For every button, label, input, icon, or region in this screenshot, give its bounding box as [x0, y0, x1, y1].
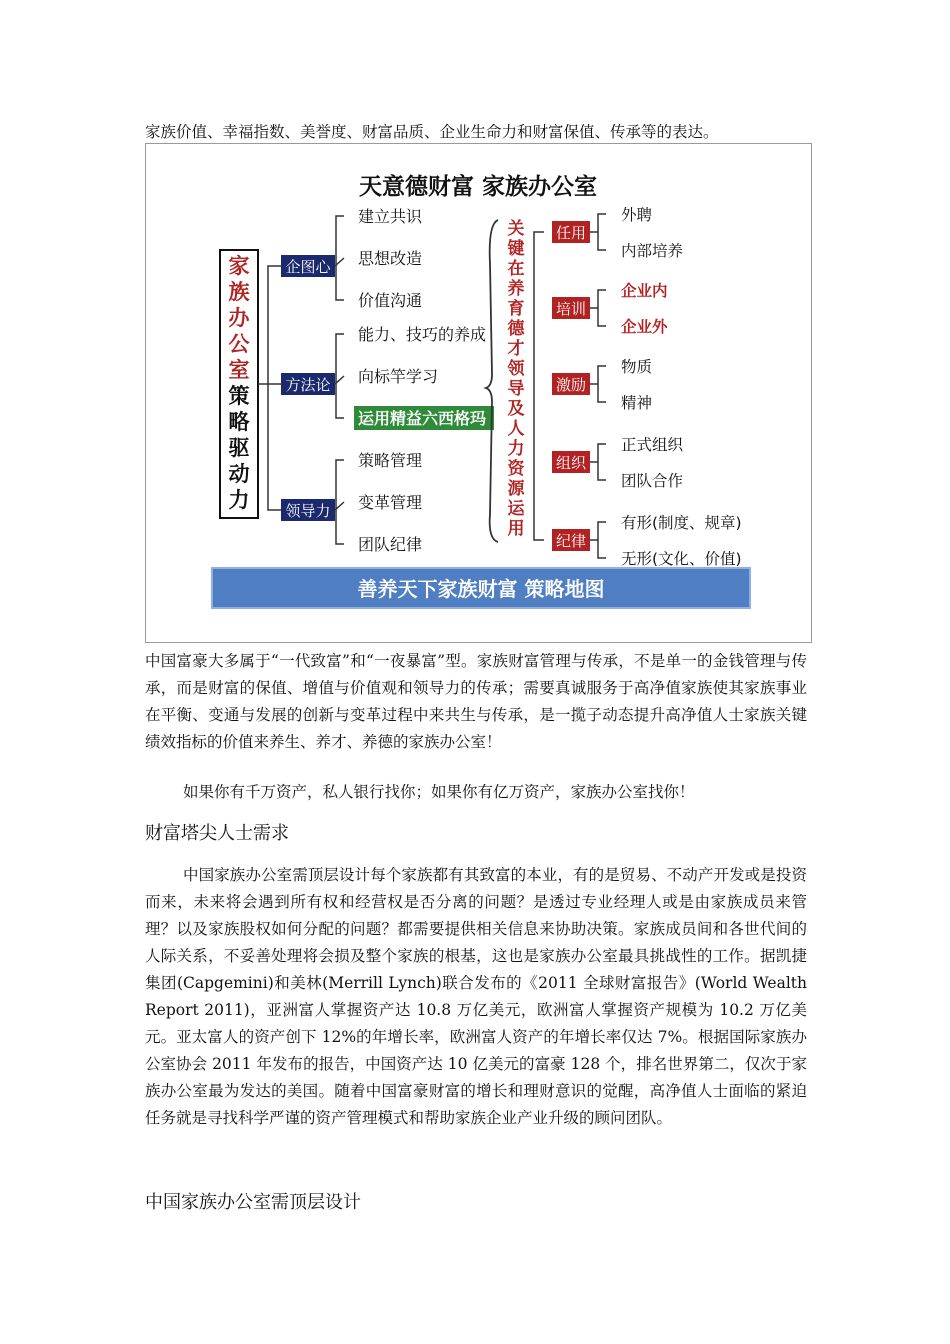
group-item: 团队纪律 [358, 535, 423, 554]
group-item: 价值沟通 [358, 291, 423, 310]
right-group-item: 团队合作 [621, 472, 684, 490]
curly-brace [486, 220, 498, 542]
right-group-item: 企业内 [621, 282, 668, 300]
left-box-char: 力 [228, 488, 250, 512]
key-char: 运 [507, 499, 525, 519]
group-item: 变革管理 [358, 493, 423, 512]
left-box-char: 驱 [228, 436, 250, 460]
key-char: 导 [507, 379, 525, 399]
key-char: 领 [507, 359, 525, 379]
key-vertical-text [507, 218, 526, 539]
paragraph-3: 中国家族办公室需顶层设计每个家族都有其致富的本业，有的是贸易、不动产开发或是投资而来，未来将会遇到所有权和经营权是否分离的问题？是透过专业经理人或是由家族成员来管理？以及家族股权如何分配的问题？都需要提供相关信息来协助决策。家族成员间和各世代间的人际关系，不妥善处理将会损及整个家族的根基，这也是家族办公室最具挑战性的工作。据凯捷集团(Capgemini)和美林(Merrill Lynch)联合发布的《2011 全球财富报告》(World Wealth Report 2011)，亚洲富人掌握资产达 10.8 万亿美元，欧洲富人掌握资产规模为 10.2 万亿美元。亚太富人的资产创下 12%的年增长率，欧洲富人资产的年增长率仅达 7%。根据国际家族办公室协会 2011 年发布的报告，中国资产达 10 亿美元的富豪 128 个，排名世界第二，仅次于家族办公室最为发达的美国。随着中国富豪财富的增长和理财意识的觉醒，高净值人士面临的紧迫任务就是寻找科学严谨的资产管理模式和帮助家族企业产业升级的顾问团队。 [145, 866, 807, 1127]
group-label: 方法论 [285, 376, 331, 394]
key-char: 人 [507, 419, 525, 439]
key-char: 源 [507, 479, 525, 499]
left-box-char: 办 [228, 306, 250, 330]
right-group-label: 纪律 [555, 532, 587, 550]
right-group-item: 企业外 [621, 318, 668, 336]
left-box-char: 动 [228, 462, 250, 486]
figure-title: 天意德财富 家族办公室 [358, 174, 598, 200]
right-group-item: 正式组织 [621, 436, 684, 454]
right-group-item: 精神 [621, 394, 653, 412]
key-char: 养 [507, 279, 525, 299]
key-char: 在 [507, 259, 525, 279]
group-label: 领导力 [285, 502, 331, 520]
key-char: 关 [507, 219, 525, 239]
key-char: 及 [507, 399, 525, 419]
left-box-char: 室 [228, 358, 250, 382]
right-group-item: 外聘 [621, 206, 653, 224]
group-item: 运用精益六西格玛 [358, 409, 487, 428]
right-group-label: 激励 [555, 376, 587, 394]
key-char: 才 [507, 339, 525, 359]
strategy-map-figure [145, 143, 812, 643]
left-groups [281, 207, 494, 554]
group-item: 策略管理 [358, 451, 423, 470]
key-char: 键 [507, 239, 525, 259]
heading-2: 中国家族办公室需顶层设计 [145, 1192, 361, 1213]
key-char: 资 [507, 459, 525, 479]
right-groups [552, 206, 742, 568]
group-item: 能力、技巧的养成 [358, 325, 487, 344]
right-group-item: 内部培养 [621, 242, 684, 260]
right-group-label: 培训 [555, 300, 587, 318]
left-box-char: 公 [228, 332, 250, 356]
left-connectors [258, 266, 281, 510]
group-item: 思想改造 [358, 249, 423, 268]
right-group-item: 物质 [621, 358, 653, 376]
group-item: 建立共识 [358, 207, 423, 226]
right-connectors [534, 232, 544, 540]
right-group-label: 任用 [555, 224, 587, 242]
banner-text: 善养天下家族财富 策略地图 [357, 577, 605, 601]
paragraph-2: 如果你有千万资产，私人银行找你；如果你有亿万资产，家族办公室找你！ [183, 783, 695, 801]
right-group-item: 有形(制度、规章) [621, 514, 742, 532]
group-label: 企图心 [285, 258, 331, 276]
right-group-label: 组织 [555, 454, 587, 472]
key-char: 力 [507, 439, 525, 459]
intro-line: 家族价值、幸福指数、美誉度、财富品质、企业生命力和财富保值、传承等的表达。 [145, 123, 719, 141]
heading-1: 财富塔尖人士需求 [145, 823, 289, 844]
left-box-char: 家 [228, 254, 250, 278]
key-char: 育 [507, 299, 525, 319]
key-char: 用 [507, 519, 525, 539]
right-group-item: 无形(文化、价值) [621, 550, 742, 568]
group-item: 向标竿学习 [358, 367, 439, 386]
paragraph-1: 中国富豪大多属于“一代致富”和“一夜暴富”型。家族财富管理与传承，不是单一的金钱管理与传承，而是财富的保值、增值与价值观和领导力的传承；需要真诚服务于高净值家族使其家族事业在平衡、变通与发展的创新与变革过程中来共生与传承，是一揽子动态提升高净值人士家族关键绩效指标的价值来养生、养才、养德的家族办公室！ [145, 652, 807, 751]
left-box-char: 略 [228, 410, 250, 434]
key-char: 德 [507, 319, 525, 339]
left-box-char: 族 [228, 280, 250, 304]
left-box-char: 策 [228, 384, 250, 408]
